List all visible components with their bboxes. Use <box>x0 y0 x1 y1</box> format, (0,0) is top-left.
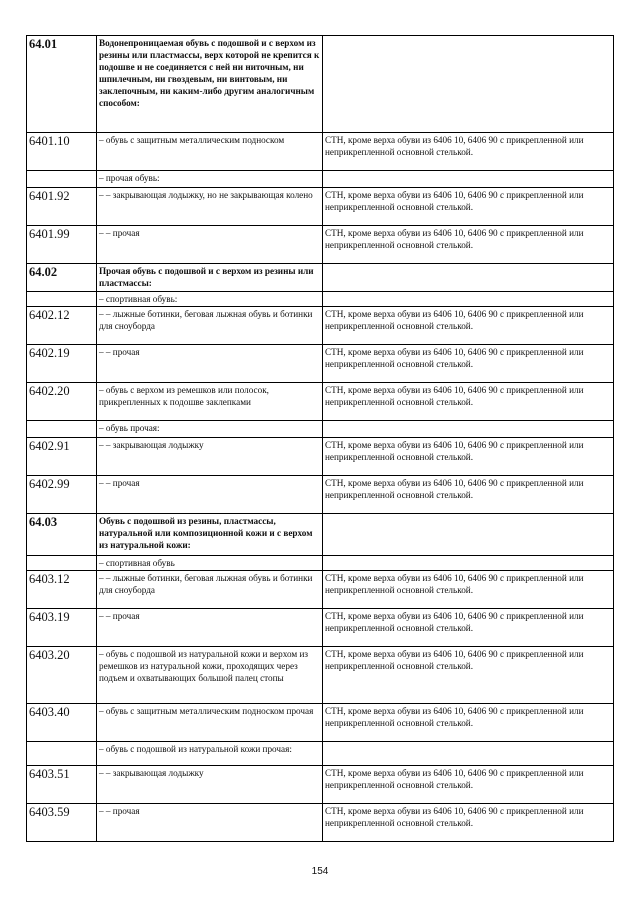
description-cell: – – прочая <box>97 609 323 647</box>
condition-cell <box>323 742 614 766</box>
table-row <box>27 133 614 171</box>
description-cell: – – прочая <box>97 804 323 842</box>
description-cell: – – лыжные ботинки, беговая лыжная обувь и ботинки для сноуборда <box>97 307 323 345</box>
table-row <box>27 704 614 742</box>
description-cell: – обувь с защитным металлическим подноском <box>97 133 323 171</box>
heading-row <box>27 514 614 556</box>
description-cell: – обувь прочая: <box>97 421 323 438</box>
table-body <box>27 36 614 842</box>
condition-cell: СТН, кроме верха обуви из 6406 10, 6406 90 с прикрепленной или неприкрепленной основной стелькой. <box>323 188 614 226</box>
code-cell <box>27 292 97 307</box>
condition-cell: СТН, кроме верха обуви из 6406 10, 6406 90 с прикрепленной или неприкрепленной основной стелькой. <box>323 571 614 609</box>
table-row <box>27 476 614 514</box>
code-cell: 64.03 <box>27 514 97 556</box>
heading-row <box>27 36 614 133</box>
code-cell <box>27 742 97 766</box>
condition-cell <box>323 292 614 307</box>
description-cell: Обувь с подошвой из резины, пластмассы, натуральной или композиционной кожи и с верхом из натуральной кожи: <box>97 514 323 556</box>
code-cell: 6403.19 <box>27 609 97 647</box>
condition-cell: СТН, кроме верха обуви из 6406 10, 6406 90 с прикрепленной или неприкрепленной основной стелькой. <box>323 345 614 383</box>
code-cell: 6401.99 <box>27 226 97 264</box>
table-row <box>27 226 614 264</box>
code-cell: 6401.92 <box>27 188 97 226</box>
table-row <box>27 438 614 476</box>
condition-cell <box>323 264 614 292</box>
condition-cell: СТН, кроме верха обуви из 6406 10, 6406 90 с прикрепленной или неприкрепленной основной стелькой. <box>323 647 614 704</box>
condition-cell: СТН, кроме верха обуви из 6406 10, 6406 90 с прикрепленной или неприкрепленной основной стелькой. <box>323 383 614 421</box>
code-cell: 6403.51 <box>27 766 97 804</box>
condition-cell <box>323 514 614 556</box>
code-cell: 6402.99 <box>27 476 97 514</box>
heading-row <box>27 264 614 292</box>
table-row <box>27 804 614 842</box>
table-row <box>27 421 614 438</box>
description-cell: – – закрывающая лодыжку <box>97 766 323 804</box>
description-cell: – прочая обувь: <box>97 171 323 188</box>
condition-cell <box>323 171 614 188</box>
description-cell: – обувь с подошвой из натуральной кожи и верхом из ремешков из натуральной кожи, проходящих через подъем и охватывающих большой палец стопы <box>97 647 323 704</box>
table-row <box>27 307 614 345</box>
tariff-table <box>26 35 614 842</box>
table-row <box>27 171 614 188</box>
description-cell: – спортивная обувь: <box>97 292 323 307</box>
code-cell: 6403.20 <box>27 647 97 704</box>
description-cell: – – закрывающая лодыжку <box>97 438 323 476</box>
code-cell: 6403.12 <box>27 571 97 609</box>
description-cell: – – прочая <box>97 226 323 264</box>
table-row <box>27 345 614 383</box>
description-cell: – обувь с защитным металлическим подноском прочая <box>97 704 323 742</box>
description-cell: – обувь с верхом из ремешков или полосок, прикрепленных к подошве заклепками <box>97 383 323 421</box>
code-cell <box>27 171 97 188</box>
condition-cell <box>323 421 614 438</box>
table-row <box>27 742 614 766</box>
condition-cell <box>323 36 614 133</box>
condition-cell: СТН, кроме верха обуви из 6406 10, 6406 90 с прикрепленной или неприкрепленной основной стелькой. <box>323 476 614 514</box>
condition-cell: СТН, кроме верха обуви из 6406 10, 6406 90 с прикрепленной или неприкрепленной основной стелькой. <box>323 226 614 264</box>
code-cell: 64.02 <box>27 264 97 292</box>
description-cell: – – прочая <box>97 476 323 514</box>
description-cell: – спортивная обувь <box>97 556 323 571</box>
table-row <box>27 609 614 647</box>
code-cell: 64.01 <box>27 36 97 133</box>
code-cell: 6403.59 <box>27 804 97 842</box>
description-cell: Водонепроницаемая обувь с подошвой и с верхом из резины или пластмассы, верх которой не крепится к подошве и не соединяется с ней ни ниточным, ни шпилечным, ни гвоздевым, ни винтовым, ни заклепочным, ни каким-либо другим аналогичным способом: <box>97 36 323 133</box>
condition-cell: СТН, кроме верха обуви из 6406 10, 6406 90 с прикрепленной или неприкрепленной основной стелькой. <box>323 704 614 742</box>
description-cell: – обувь с подошвой из натуральной кожи прочая: <box>97 742 323 766</box>
description-cell: – – закрывающая лодыжку, но не закрывающая колено <box>97 188 323 226</box>
code-cell <box>27 556 97 571</box>
page-number: 154 <box>311 866 329 877</box>
description-cell: – – прочая <box>97 345 323 383</box>
table-row <box>27 383 614 421</box>
condition-cell: СТН, кроме верха обуви из 6406 10, 6406 90 с прикрепленной или неприкрепленной основной стелькой. <box>323 609 614 647</box>
table-row <box>27 292 614 307</box>
table-row <box>27 556 614 571</box>
condition-cell: СТН, кроме верха обуви из 6406 10, 6406 90 с прикрепленной или неприкрепленной основной стелькой. <box>323 307 614 345</box>
condition-cell: СТН, кроме верха обуви из 6406 10, 6406 90 с прикрепленной или неприкрепленной основной стелькой. <box>323 804 614 842</box>
table-row <box>27 766 614 804</box>
condition-cell <box>323 556 614 571</box>
code-cell: 6402.20 <box>27 383 97 421</box>
code-cell: 6402.91 <box>27 438 97 476</box>
code-cell: 6402.19 <box>27 345 97 383</box>
condition-cell: СТН, кроме верха обуви из 6406 10, 6406 90 с прикрепленной или неприкрепленной основной стелькой. <box>323 766 614 804</box>
table-row <box>27 647 614 704</box>
code-cell: 6403.40 <box>27 704 97 742</box>
code-cell <box>27 421 97 438</box>
table-row <box>27 571 614 609</box>
condition-cell: СТН, кроме верха обуви из 6406 10, 6406 90 с прикрепленной или неприкрепленной основной стелькой. <box>323 133 614 171</box>
code-cell: 6401.10 <box>27 133 97 171</box>
description-cell: – – лыжные ботинки, беговая лыжная обувь и ботинки для сноуборда <box>97 571 323 609</box>
condition-cell: СТН, кроме верха обуви из 6406 10, 6406 90 с прикрепленной или неприкрепленной основной стелькой. <box>323 438 614 476</box>
table-row <box>27 188 614 226</box>
code-cell: 6402.12 <box>27 307 97 345</box>
description-cell: Прочая обувь с подошвой и с верхом из резины или пластмассы: <box>97 264 323 292</box>
